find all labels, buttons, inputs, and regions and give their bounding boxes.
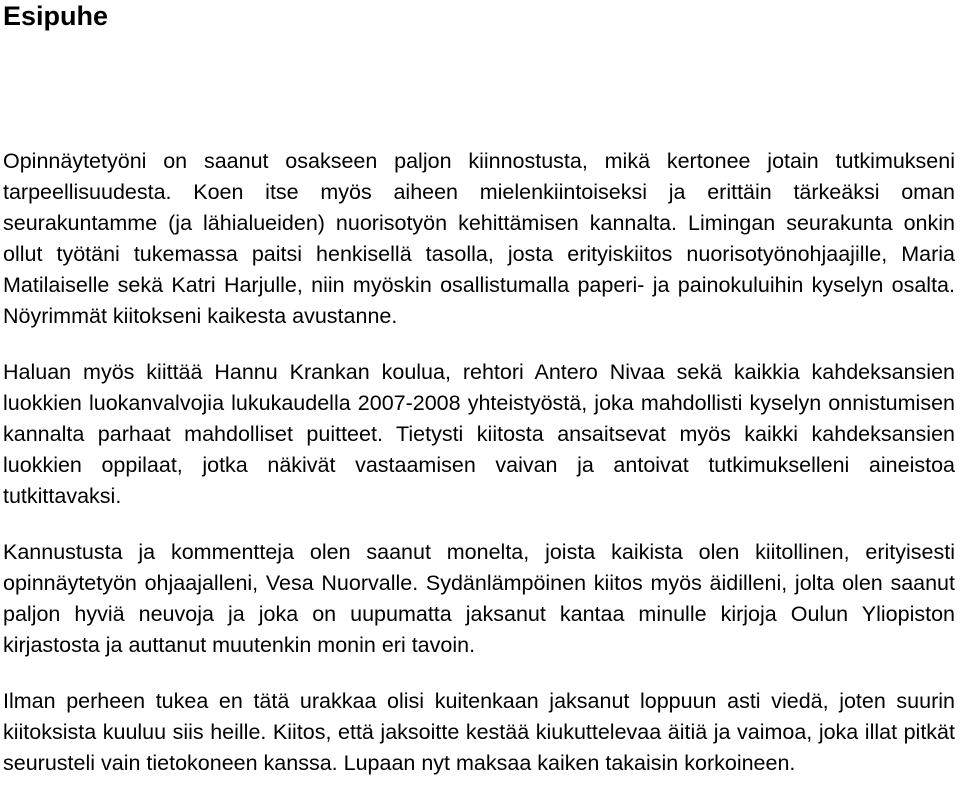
page-title: Esipuhe [3, 1, 109, 31]
paragraph-1: Opinnäytetyöni on saanut osakseen paljon kiinnostusta, mikä kertonee jotain tutkimukseni tarpeellisuudesta. Koen itse myös aiheen mielenkiintoiseksi ja erittäin tärkeäksi oman seurakuntamme (ja lähialueiden) nuorisotyön kehittämisen kannalta. Limingan seurakunta onkin ollut työtäni tukemassa paitsi henkisellä tasolla, josta erityiskiitos nuorisotyönohjaajille, Maria Matilaiselle sekä Katri Harjulle, niin myöskin osallistumalla paperi- ja painokuluihin kyselyn osalta. Nöyrimmät kiitokseni kaikesta avustanne. [3, 149, 955, 328]
paragraph-4: Ilman perheen tukea en tätä urakkaa olisi kuitenkaan jaksanut loppuun asti viedä, joten suurin kiitoksista kuuluu siis heille. Kiitos, että jaksoitte kestää kiukuttelevaa äitiä ja vaimoa, joka illat pitkät seurusteli vain tietokoneen kanssa. Lupaan nyt maksaa kaiken takaisin korkoineen. [3, 689, 955, 775]
paragraph-3: Kannustusta ja kommentteja olen saanut monelta, joista kaikista olen kiitollinen, erityisesti opinnäytetyön ohjaajalleni, Vesa Nuorvalle. Sydänlämpöinen kiitos myös äidilleni, jolta olen saanut paljon hyviä neuvoja ja joka on uupumatta jaksanut kantaa minulle kirjoja Oulun Yliopiston kirjastosta ja auttanut muutenkin monin eri tavoin. [3, 540, 955, 657]
paragraph-2: Haluan myös kiittää Hannu Krankan koulua, rehtori Antero Nivaa sekä kaikkia kahdeksansien luokkien luokanvalvojia lukukaudella 2007-2008 yhteistyöstä, joka mahdollisti kyselyn onnistumisen kannalta parhaat mahdolliset puitteet. Tietysti kiitosta ansaitsevat myös kaikki kahdeksansien luokkien oppilaat, jotka näkivät vastaamisen vaivan ja antoivat tutkimukselleni aineistoa tutkittavaksi. [3, 360, 955, 508]
document-body [3, 146, 955, 804]
